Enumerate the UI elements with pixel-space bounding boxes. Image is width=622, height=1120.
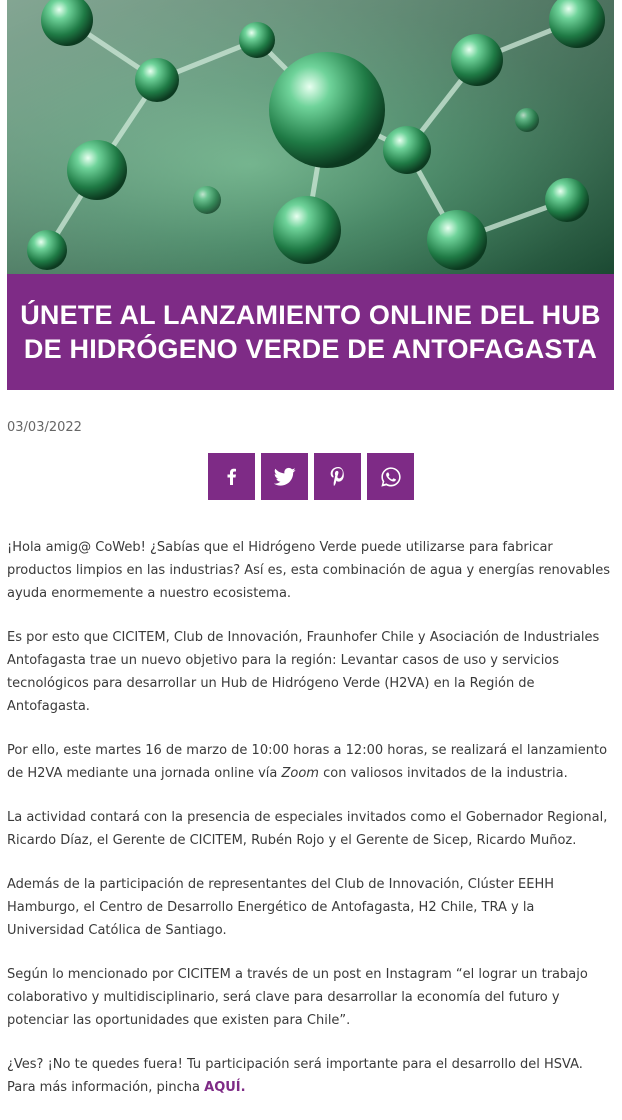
paragraph-7: [7, 1053, 614, 1099]
title-banner: [7, 274, 614, 390]
paragraph-3-text: Por ello, este martes 16 de marzo de 10:00 horas a 12:00 horas, se realizará el lanzamiento de H2VA mediante una jornada online vía: [7, 743, 608, 781]
paragraph-6: Según lo mencionado por CICITEM a través de un post en Instagram “el lograr un trabajo colaborativo y multidisciplinario, será clave para desarrollar la economía del futuro y potenciar las oportunidades que existen para Chile”.: [7, 967, 588, 1028]
twitter-icon: [274, 467, 296, 487]
facebook-icon: [222, 467, 242, 487]
share-twitter-button[interactable]: [261, 453, 308, 500]
zoom-emphasis: Zoom: [281, 766, 319, 781]
share-buttons: [208, 453, 414, 500]
aqui-link[interactable]: AQUÍ.: [204, 1080, 246, 1095]
article-title: ÚNETE AL LANZAMIENTO ONLINE DEL HUB DE HIDRÓGENO VERDE DE ANTOFAGASTA: [20, 300, 601, 364]
whatsapp-icon: [380, 466, 402, 488]
share-pinterest-button[interactable]: [314, 453, 361, 500]
paragraph-7-text: ¿Ves? ¡No te quedes fuera! Tu participación será importante para el desarrollo del HSVA. Para más información, pincha: [7, 1057, 583, 1095]
article-date: 03/03/2022: [7, 420, 82, 435]
paragraph-3-text-end: con valiosos invitados de la industria.: [318, 766, 568, 781]
green-molecules-image: [7, 0, 614, 274]
paragraph-2: Es por esto que CICITEM, Club de Innovación, Fraunhofer Chile y Asociación de Industriales Antofagasta trae un nuevo objetivo para la región: Levantar casos de uso y servicios tecnológicos para desarrollar un Hub de Hidrógeno Verde (H2VA) en la Región de Antofagasta.: [7, 630, 600, 714]
pinterest-icon: [329, 467, 347, 487]
paragraph-3: [7, 739, 614, 785]
hero-image: [7, 0, 614, 274]
share-whatsapp-button[interactable]: [367, 453, 414, 500]
paragraph-1: ¡Hola amig@ CoWeb! ¿Sabías que el Hidrógeno Verde puede utilizarse para fabricar productos limpios en las industrias? Así es, esta combinación de agua y energías renovables ayuda enormemente a nuestro ecosistema.: [7, 540, 610, 601]
paragraph-4: La actividad contará con la presencia de especiales invitados como el Gobernador Regional, Ricardo Díaz, el Gerente de CICITEM, Rubén Rojo y el Gerente de Sicep, Ricardo Muñoz.: [7, 810, 608, 848]
article-body: [7, 536, 614, 1120]
share-facebook-button[interactable]: [208, 453, 255, 500]
paragraph-5: Además de la participación de representantes del Club de Innovación, Clúster EEHH Hamburgo, el Centro de Desarrollo Energético de Antofagasta, H2 Chile, TRA y la Universidad Católica de Santiago.: [7, 877, 555, 938]
